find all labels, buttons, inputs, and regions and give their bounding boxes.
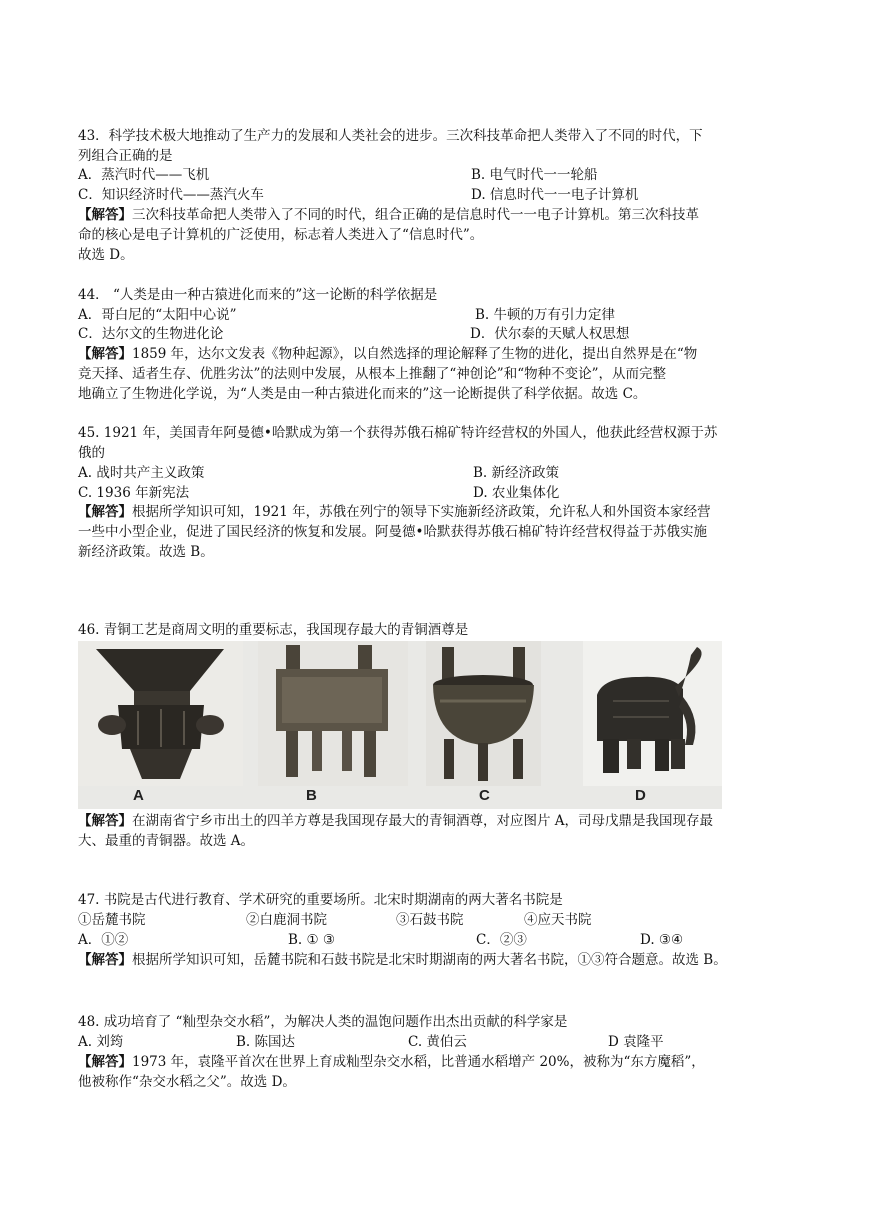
answer-label: 【解答】	[78, 207, 132, 223]
answer-label: 【解答】	[78, 346, 132, 362]
vessel-a-photo	[78, 641, 243, 786]
vessel-b-photo	[258, 641, 408, 786]
q43-option-d: D. 信息时代一一电子计算机	[471, 187, 639, 203]
q48-option-d: D 袁隆平	[608, 1034, 664, 1050]
q44-answer-line2: 竞天择、适者生存、优胜劣汰”的法则中发展，从根本上推翻了“神创论”和“物种不变论”，从而完整	[78, 366, 667, 382]
q43-stem-line2: 列组合正确的是	[78, 148, 173, 164]
q43-option-a: A．蒸汽时代——飞机	[78, 167, 210, 183]
q46-stem: 46. 青铜工艺是商周文明的重要标志，我国现存最大的青铜酒尊是	[78, 622, 469, 638]
vessel-c-photo	[426, 641, 541, 786]
q48-answer-line2: 他被称作“杂交水稻之父”。故选 D。	[78, 1074, 296, 1090]
q43-option-c: C．知识经济时代——蒸汽火车	[78, 187, 264, 203]
q47-item-4: ④应天书院	[524, 912, 592, 928]
q44-answer-line1	[78, 344, 697, 364]
vessel-label-b: B	[306, 787, 317, 804]
q43-answer-line1	[78, 205, 699, 225]
q45-option-b: B. 新经济政策	[473, 465, 560, 481]
q43-option-b: B. 电气时代一一轮船	[471, 167, 598, 183]
q47-answer-line1	[78, 950, 727, 970]
q47-option-a: A．①②	[78, 932, 129, 948]
q47-item-3: ③石鼓书院	[396, 912, 464, 928]
q43-answer-text1: 三次科技革命把人类带入了不同的时代，组合正确的是信息时代一一电子计算机。第三次科技革	[132, 207, 699, 223]
answer-label: 【解答】	[78, 504, 132, 520]
q45-stem-line1: 45. 1921 年，美国青年阿曼德•哈默成为第一个获得苏俄石棉矿特许经营权的外国人，他获此经营权源于苏	[78, 425, 718, 441]
q48-answer-line1	[78, 1052, 705, 1072]
q45-answer-line2: 一些中小型企业，促进了国民经济的恢复和发展。阿曼德•哈默获得苏俄石棉矿特许经营权得益于苏俄实施	[78, 524, 707, 540]
q45-answer-line3: 新经济政策。故选 B。	[78, 544, 214, 560]
q48-answer-text1: 1973 年，袁隆平首次在世界上育成籼型杂交水稻，比普通水稻增产 20%，被称为“东方魔稻”，	[132, 1054, 705, 1070]
answer-label: 【解答】	[78, 952, 132, 968]
q44-option-c: C．达尔文的生物进化论	[78, 326, 224, 342]
q47-option-c: C．②③	[476, 932, 527, 948]
q46-answer-line2: 大、最重的青铜器。故选 A。	[78, 833, 255, 849]
q46-answer-line1	[78, 811, 713, 831]
q44-answer-text1: 1859 年，达尔文发表《物种起源》，以自然选择的理论解释了生物的进化，提出自然界是在“物	[132, 346, 698, 362]
q45-stem-line2: 俄的	[78, 445, 105, 461]
q44-stem: 44． “人类是由一种古猿进化而来的”这一论断的科学依据是	[78, 287, 438, 303]
q45-option-a: A. 战时共产主义政策	[78, 465, 205, 481]
bronze-vessels-photo-strip	[78, 641, 722, 809]
q44-option-d: D．伏尔泰的天赋人权思想	[470, 326, 630, 342]
vessel-label-a: A	[133, 787, 144, 804]
q47-stem: 47. 书院是古代进行教育、学术研究的重要场所。北宋时期湖南的两大著名书院是	[78, 892, 563, 908]
q48-option-a: A. 刘筠	[78, 1034, 124, 1050]
q47-item-2: ②白鹿洞书院	[246, 912, 327, 928]
q44-answer-line3: 地确立了生物进化学说，为“人类是由一种古猿进化而来的”这一论断提供了科学依据。故选 C。	[78, 386, 647, 402]
vessel-d-photo	[583, 641, 722, 786]
answer-label: 【解答】	[78, 813, 132, 829]
q43-answer-line2: 命的核心是电子计算机的广泛使用，标志着人类进入了“信息时代”。	[78, 227, 484, 243]
vessel-label-c: C	[479, 787, 490, 804]
q44-option-b: B. 牛顿的万有引力定律	[475, 307, 616, 323]
q47-answer-text1: 根据所学知识可知，岳麓书院和石鼓书院是北宋时期湖南的两大著名书院，①③符合题意。故选 B。	[132, 952, 727, 968]
q47-option-d: D. ③④	[640, 932, 684, 948]
q48-stem: 48. 成功培育了 “籼型杂交水稻”，为解决人类的温饱问题作出杰出贡献的科学家是	[78, 1014, 568, 1030]
q44-option-a: A．哥白尼的“太阳中心说”	[78, 307, 237, 323]
q47-item-1: ①岳麓书院	[78, 912, 146, 928]
answer-label: 【解答】	[78, 1054, 132, 1070]
q45-option-d: D. 农业集体化	[473, 485, 560, 501]
q47-option-b: B. ① ③	[288, 932, 335, 948]
q45-answer-text1: 根据所学知识可知，1921 年，苏俄在列宁的领导下实施新经济政策，允许私人和外国资本家经营	[132, 504, 711, 520]
q45-answer-line1	[78, 502, 711, 522]
q48-option-c: C. 黄伯云	[408, 1034, 467, 1050]
q45-option-c: C. 1936 年新宪法	[78, 485, 190, 501]
q43-answer-line3: 故选 D。	[78, 247, 134, 263]
q46-answer-text1: 在湖南省宁乡市出土的四羊方尊是我国现存最大的青铜酒尊，对应图片 A，司母戊鼎是我国现存最	[132, 813, 714, 829]
vessel-label-d: D	[635, 787, 646, 804]
q43-stem-line1: 43．科学技术极大地推动了生产力的发展和人类社会的进步。三次科技革命把人类带入了不同的时代，下	[78, 128, 703, 144]
q48-option-b: B. 陈国达	[236, 1034, 296, 1050]
